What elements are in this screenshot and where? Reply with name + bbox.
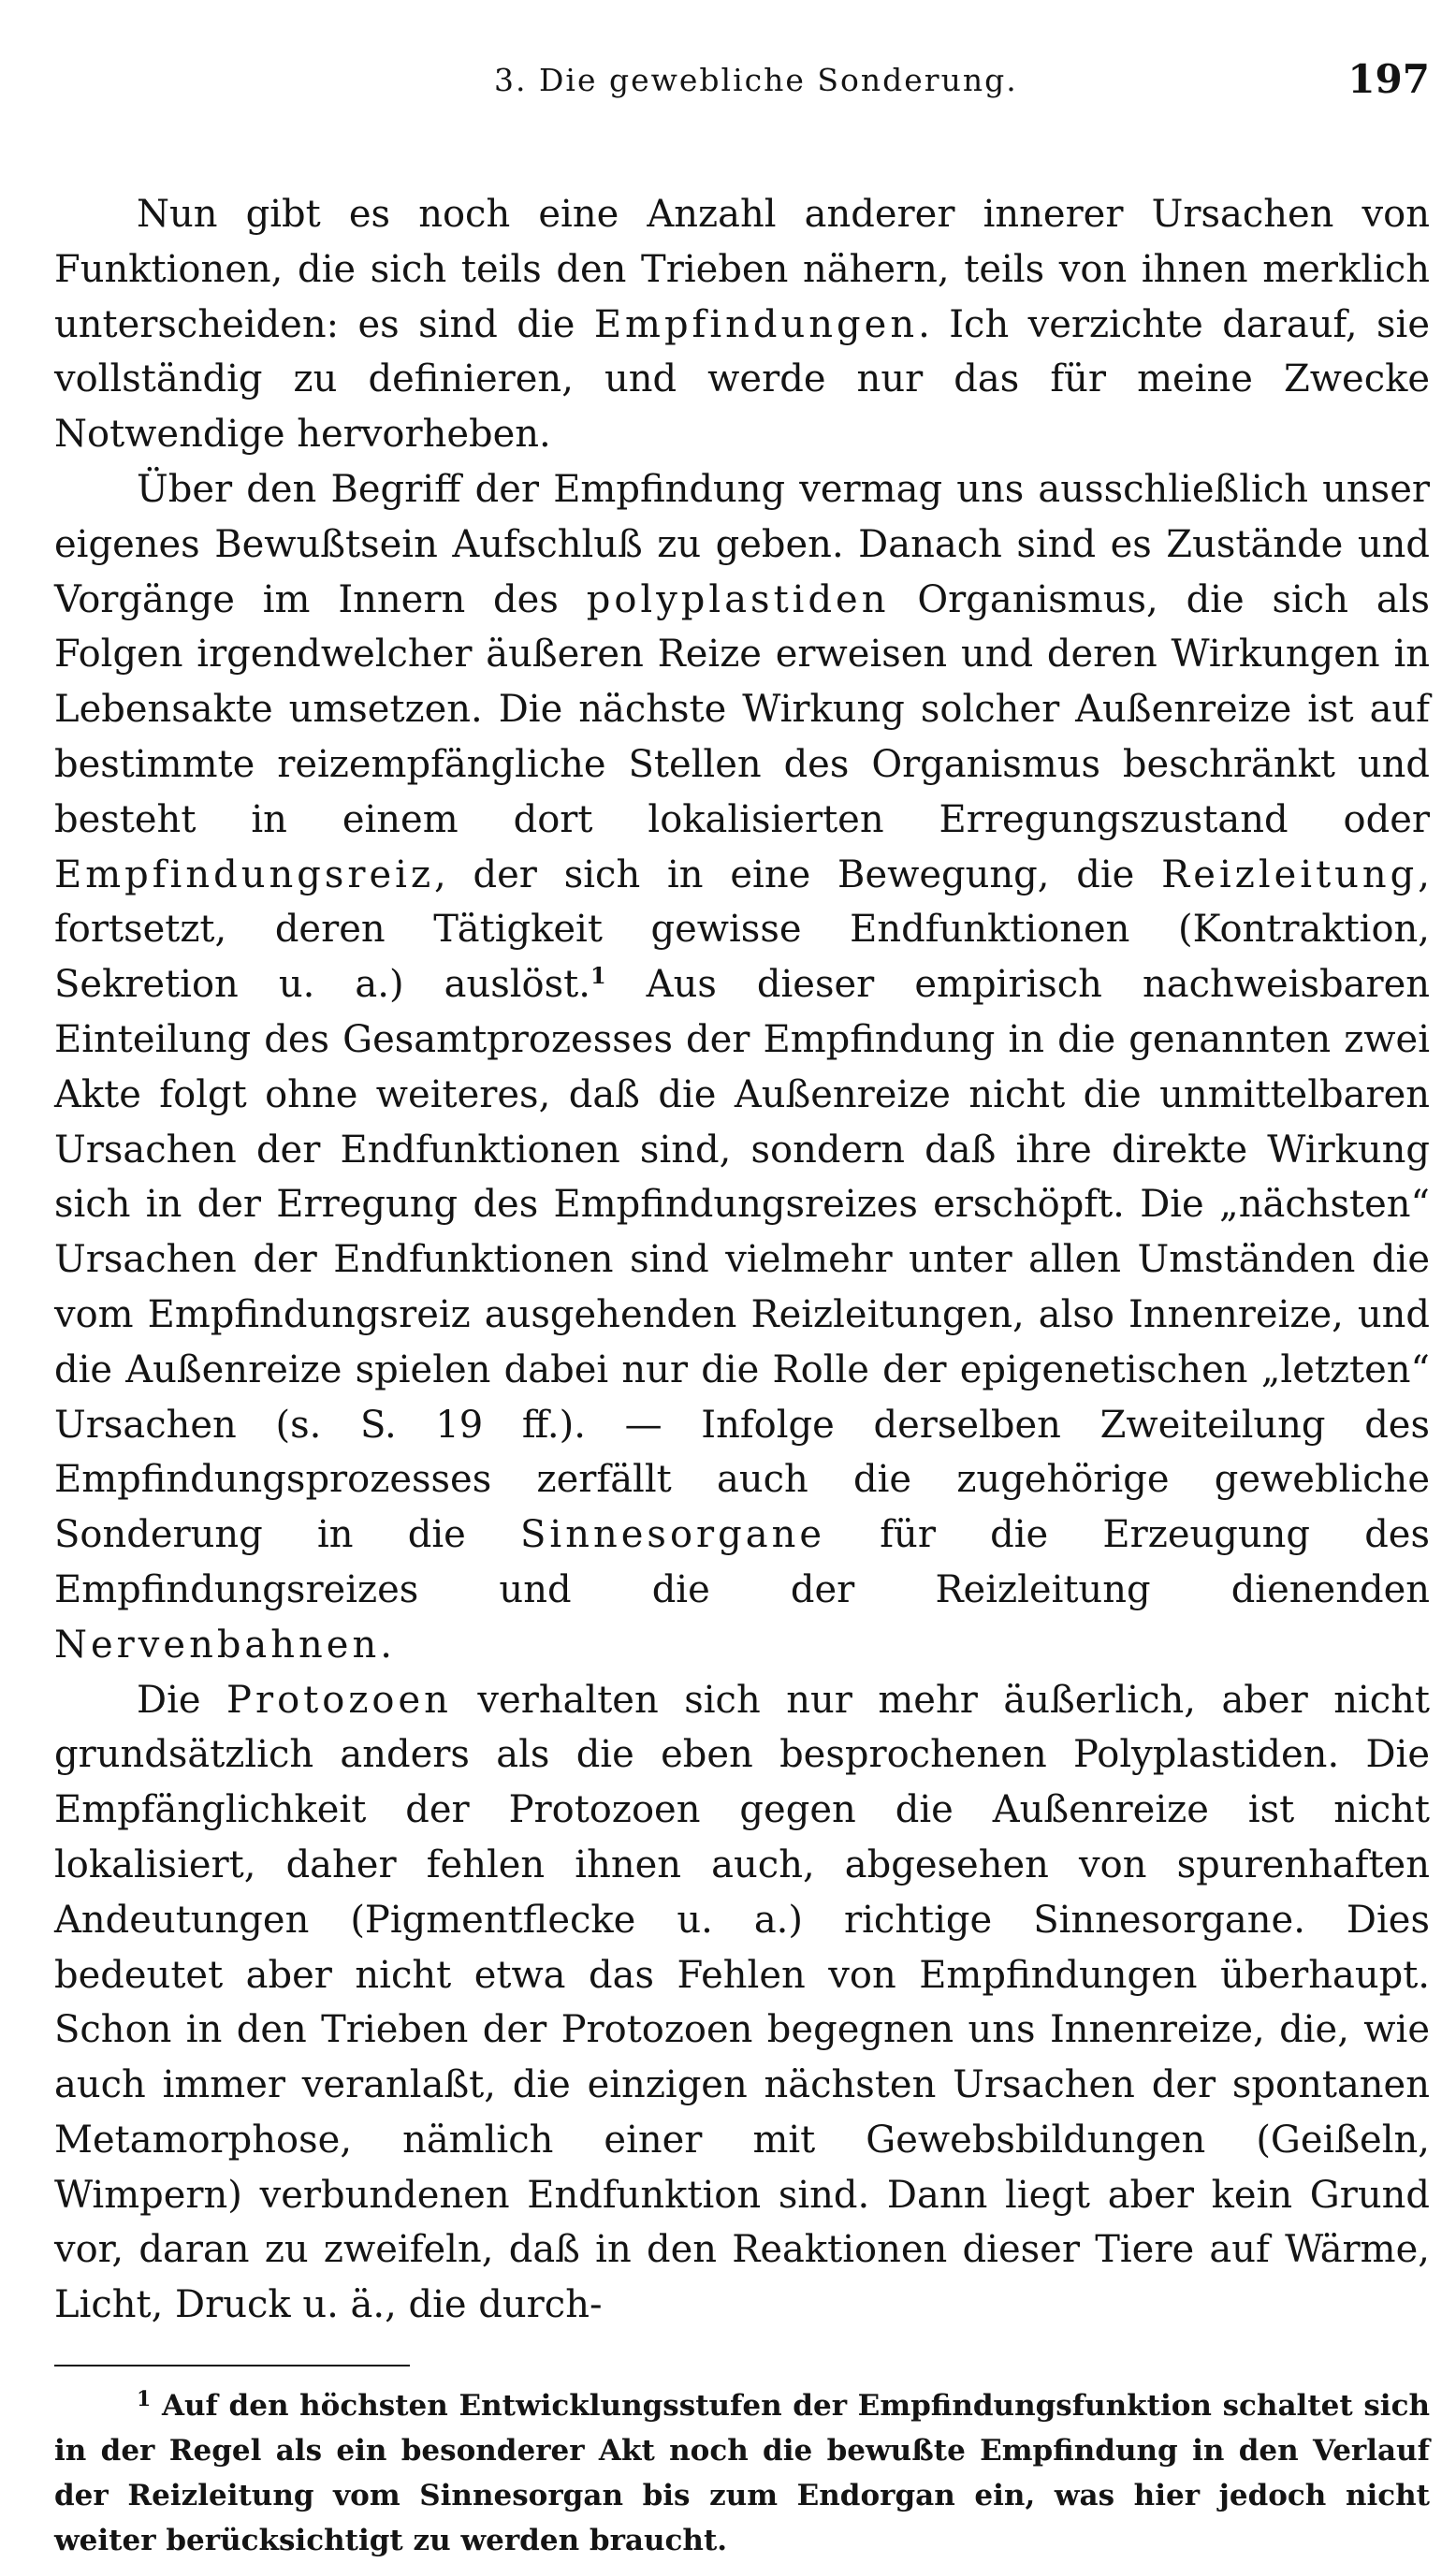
paragraph-1-text-1: Nun gibt es noch eine Anzahl anderer innerer Ursachen von Funktionen, die sich teils den Trieben nähern, teils von ihnen merklich unterscheiden: es sind die [54, 193, 1430, 346]
paragraph-2-text-5: Aus dieser empirisch nachweisbaren Einteilung des Gesamtprozesses der Empfindung in die genannten zwei Akte folgt ohne weiteres, daß die Außenreize nicht die unmittelbaren Ursachen der Endfunktionen sind, sondern daß ihre direkte Wirkung sich in der Erregung des Empfindungsreizes erschöpft. Die „nächsten“ Ursachen der Endfunktionen sind vielmehr unter allen Umständen die vom Empfindungsreiz ausgehenden Reizleitungen, also Innenreize, und die Außenreize spielen dabei nur die Rolle der epigenetischen „letzten“ Ursachen (s. S. 19 ff.). — Infolge derselben Zweiteilung des Empfindungsprozesses zerfällt auch die zugehörige gewebliche Sonderung in die [54, 963, 1431, 1557]
emphasis-empfindungen: Empfindungen [593, 302, 919, 346]
book-page [54, 37, 1431, 2558]
footnote-marker: 1 [137, 2387, 152, 2412]
paragraph-2-text-7: . [380, 1623, 392, 1667]
emphasis-sinnesorgane: Sinnesorgane [520, 1513, 826, 1557]
emphasis-nervenbahnen: Nervenbahnen [54, 1623, 381, 1667]
footnote-divider [54, 2365, 410, 2366]
paragraph-3 [54, 1673, 1430, 2334]
paragraph-2-text-6: für die Erzeugung des Empfindungsreizes und die der Reizleitung dienenden [54, 1513, 1431, 1611]
footnote [54, 2383, 1430, 2563]
footnote-reference: 1 [590, 962, 606, 990]
body-text [54, 187, 1430, 2333]
paragraph-2-text-4: , fortsetzt, deren Tätigkeit gewisse Endfunktionen (Kontraktion, Sekretion u. a.) auslöst. [54, 852, 1430, 1007]
paragraph-1-text-2: . Ich verzichte darauf, sie vollständig zu definieren, und werde nur das für meine Zwecke Notwendige hervorheben. [54, 302, 1430, 457]
running-title: 3. Die gewebliche Sonderung. [494, 62, 1018, 98]
emphasis-reizleitung: Reizleitung [1161, 852, 1419, 896]
paragraph-2-text-2: Organismus, die sich als Folgen irgendwelcher äußeren Reize erweisen und deren Wirkungen in Lebensakte umsetzen. Die nächste Wirkung solcher Außenreize ist auf bestimmte reizempfängliche Stellen des Organismus beschränkt und besteht in einem dort lokalisierten Erregungszustand oder [54, 577, 1430, 841]
paragraph-3-text-2: verhalten sich nur mehr äußerlich, aber nicht grundsätzlich anders als die eben besprochenen Polyplastiden. Die Empfänglichkeit der Protozoen gegen die Außenreize ist nicht lokalisiert, daher fehlen ihnen auch, abgesehen von spurenhaften Andeutungen (Pigmentflecke u. a.) richtige Sinnesorgane. Dies bedeutet aber nicht etwa das Fehlen von Empfindungen überhaupt. Schon in den Trieben der Protozoen begegnen uns Innenreize, die, wie auch immer veranlaßt, die einzigen nächsten Ursachen der spontanen Metamorphose, nämlich einer mit Gewebsbildungen (Geißeln, Wimpern) verbundenen Endfunktion sind. Dann liegt aber kein Grund vor, daran zu zweifeln, daß in den Reaktionen dieser Tiere auf Wärme, Licht, Druck u. ä., die durch- [54, 1678, 1431, 2327]
paragraph-1 [54, 187, 1430, 462]
page-number: 197 [1347, 56, 1430, 102]
page-header [54, 37, 1430, 122]
emphasis-polyplastiden: polyplastiden [586, 577, 890, 621]
paragraph-2 [54, 462, 1430, 1673]
paragraph-3-text-1: Die [137, 1678, 227, 1722]
emphasis-empfindungsreiz: Empfindungsreiz [54, 852, 435, 896]
footnote-text: Auf den höchsten Entwicklungsstufen der Empfindungsfunktion schaltet sich in der Regel als ein besonderer Akt noch die bewußte Empfindung in den Verlauf der Reizleitung vom Sinnesorgan bis zum Endorgan ein, was hier jedoch nicht weiter berücksichtigt zu werden braucht. [54, 2389, 1430, 2558]
paragraph-2-text-3: , der sich in eine Bewegung, die [434, 852, 1162, 896]
emphasis-protozoen: Protozoen [226, 1678, 452, 1722]
paragraph-2-text-1: Über den Begriff der Empfindung vermag uns ausschließlich unser eigenes Bewußtsein Aufschluß zu geben. Danach sind es Zustände und Vorgänge im Innern des [54, 467, 1430, 621]
